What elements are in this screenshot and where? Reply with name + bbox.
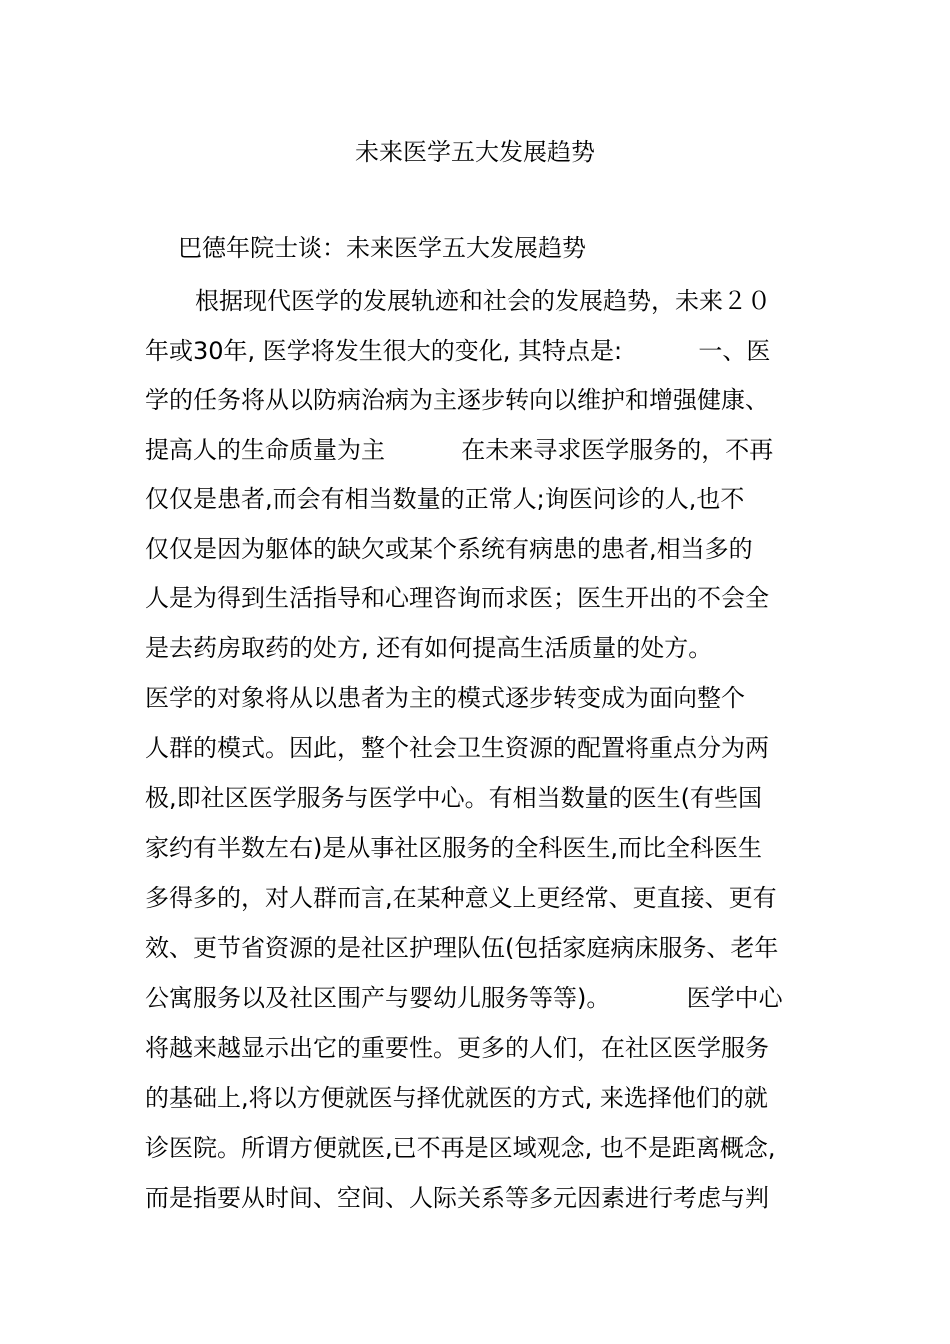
paragraph-line: 极,即社区医学服务与医学中心。有相当数量的医生(有些国 xyxy=(145,784,762,812)
paragraph-line: 人是为得到生活指导和心理咨询而求医；医生开出的不会全 xyxy=(145,584,769,612)
paragraph-line: 学的任务将从以防病治病为主逐步转向以维护和增强健康、 xyxy=(145,386,769,414)
subtitle-line: 巴德年院士谈：未来医学五大发展趋势 xyxy=(178,234,586,262)
paragraph-line: 家约有半数左右)是从事社区服务的全科医生,而比全科医生 xyxy=(145,834,762,862)
paragraph-line: 公寓服务以及社区围产与婴幼儿服务等等)。 医学中心 xyxy=(145,984,783,1012)
paragraph-line: 诊医院。所谓方便就医,已不再是区域观念, 也不是距离概念, xyxy=(145,1134,776,1162)
paragraph-line: 的基础上,将以方便就医与择优就医的方式, 来选择他们的就 xyxy=(145,1084,768,1112)
document-title: 未来医学五大发展趋势 xyxy=(355,138,595,166)
paragraph-line: 人群的模式。因此，整个社会卫生资源的配置将重点分为两 xyxy=(145,734,769,762)
paragraph-line: 医学的对象将从以患者为主的模式逐步转变成为面向整个 xyxy=(145,684,745,712)
paragraph-line: 仅仅是患者,而会有相当数量的正常人;询医问诊的人,也不 xyxy=(145,485,745,513)
paragraph-line: 多得多的，对人群而言,在某种意义上更经常、更直接、更有 xyxy=(145,884,777,912)
paragraph-line: 提高人的生命质量为主 在未来寻求医学服务的，不再 xyxy=(145,436,774,464)
paragraph-line: 仅仅是因为躯体的缺欠或某个系统有病患的患者,相当多的 xyxy=(145,535,753,563)
paragraph-line: 而是指要从时间、空间、人际关系等多元因素进行考虑与判 xyxy=(145,1184,769,1212)
paragraph-line: 效、更节省资源的是社区护理队伍(包括家庭病床服务、老年 xyxy=(145,934,779,962)
paragraph-line: 年或30年, 医学将发生很大的变化, 其特点是: 一、医 xyxy=(145,337,771,365)
paragraph-line: 是去药房取药的处方, 还有如何提高生活质量的处方。 xyxy=(145,634,713,662)
paragraph-line: 根据现代医学的发展轨迹和社会的发展趋势，未来２０ xyxy=(195,287,771,315)
paragraph-line: 将越来越显示出它的重要性。更多的人们，在社区医学服务 xyxy=(145,1034,769,1062)
